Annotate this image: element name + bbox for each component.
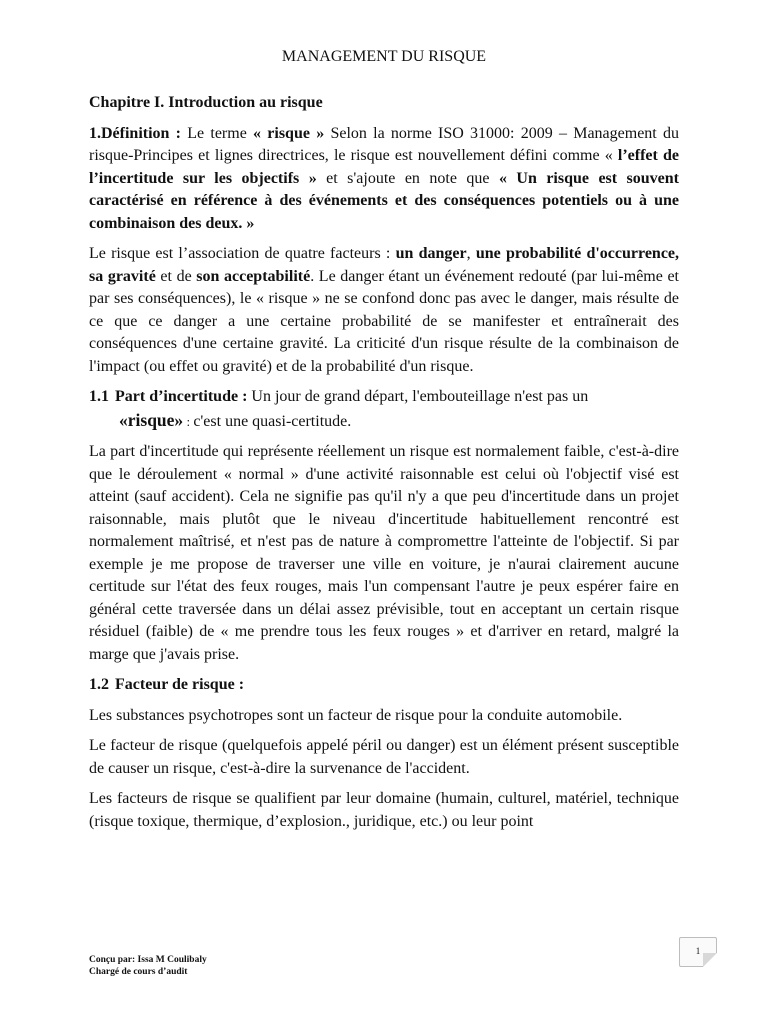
section-1-1-paragraph: La part d'incertitude qui représente réellement un risque est normalement faible, c'est-à-dire que le déroulement « normal » d'une activité raisonnable est celui où l'objectif visé est atteint (sauf accident). Cela ne signifie pas qu'il n'y a que peu d'incertitude dans un projet raisonnable, mais plutôt que le niveau d'incertitude habituellement rencontré est normalement maîtrisé, et n'est pas de nature à compromettre l'atteinte de l'objectif. Si par exemple je me propose de traverser une ville en voiture, je n'aurai clairement aucune certitude sur l'état des feux rouges, mais l'un compensant l'autre je peux espérer faire en général cette traversée dans un délai assez prévisible, tout en acceptant un certain risque résiduel (faible) de « me prendre tous les feux rouges » et d'arriver en retard, malgré la marge que j'avais prise.: [89, 443, 679, 663]
section-1-2-paragraph-1: Les substances psychotropes sont un facteur de risque pour la conduite automobile.: [89, 706, 623, 724]
page-number: 1: [695, 946, 701, 956]
factors-paragraph: [89, 243, 679, 378]
definition-bold-3: « Un risque est souvent caractérisé en référence à des événements et des conséquences potentiels ou à une combinaison des deux. »: [89, 169, 680, 232]
factors-text-1: Le risque est l’association de quatre facteurs :: [89, 245, 396, 262]
chapter-heading: Chapitre I. Introduction au risque: [89, 94, 323, 111]
factors-text-4: . Le danger étant un événement redouté (par lui-même et par ses conséquences), le « risque » ne se confond donc pas avec le danger, mais résulte de ce que ce danger a une certaine probabilité de se manifester et entraînerait des conséquences d'une certaine gravité. La criticité d'un risque résulte de la combinaison de l'impact (ou effet ou gravité) et de la probabilité d'un risque.: [89, 267, 679, 375]
section-1-2-heading: [89, 674, 679, 697]
page-fold-corner-icon: [703, 953, 717, 967]
definition-text-2: Selon la norme ISO 31000: 2009 – Management du risque-Principes et lignes directrices, le risque est nouvellement défini comme «: [89, 124, 679, 164]
section-1-1-certainty-text: c'est une quasi-certitude.: [193, 412, 352, 430]
section-1-2-paragraph-3: Les facteurs de risque se qualifient par leur domaine (humain, culturel, matériel, technique (risque toxique, thermique, d’explosion., juridique, etc.) ou leur point: [89, 790, 679, 830]
definition-paragraph: [89, 123, 679, 236]
factors-text-3: et de: [155, 267, 197, 285]
section-1-1-number: 1.1: [89, 388, 109, 405]
definition-bold-1: « risque »: [253, 124, 325, 142]
section-1-1-heading-block: [89, 386, 679, 433]
footer-role: Chargé de cours d’audit: [89, 967, 188, 977]
section-1-2-label: Facteur de risque :: [115, 676, 245, 693]
section-1-1-colon: :: [183, 413, 194, 429]
definition-label: 1.Définition :: [89, 124, 182, 142]
factors-bold-3: son acceptabilité: [196, 267, 311, 285]
page-footer: [89, 954, 207, 978]
document-title: MANAGEMENT DU RISQUE: [281, 48, 487, 65]
section-1-1-intro-text: Un jour de grand départ, l'embouteillage n'est pas un: [247, 388, 589, 405]
section-1-1-label: Part d’incertitude :: [115, 388, 248, 405]
section-1-1-risque-term: «risque»: [119, 409, 184, 430]
document-body: [89, 92, 679, 841]
section-1-1-heading-continuation: [89, 409, 679, 434]
factors-bold-2: une probabilité d'occurrence, sa gravité: [89, 245, 680, 285]
section-1-2-paragraph-2: Le facteur de risque (quelquefois appelé péril ou danger) est un élément présent susceptible de causer un risque, c'est-à-dire la survenance de l'accident.: [89, 737, 679, 777]
page-number-box: [679, 937, 717, 967]
definition-text-3: et s'ajoute en note que: [316, 169, 499, 187]
footer-author: Conçu par: Issa M Coulibaly: [89, 955, 207, 965]
factors-bold-1: un danger: [395, 245, 467, 262]
section-1-1-heading-line: [89, 386, 679, 409]
section-1-2-number: 1.2: [89, 676, 109, 693]
definition-bold-2: l’effet de l’incertitude sur les objectifs »: [89, 147, 679, 187]
factors-text-2: ,: [466, 245, 476, 262]
definition-text-1: Le terme: [181, 124, 254, 142]
